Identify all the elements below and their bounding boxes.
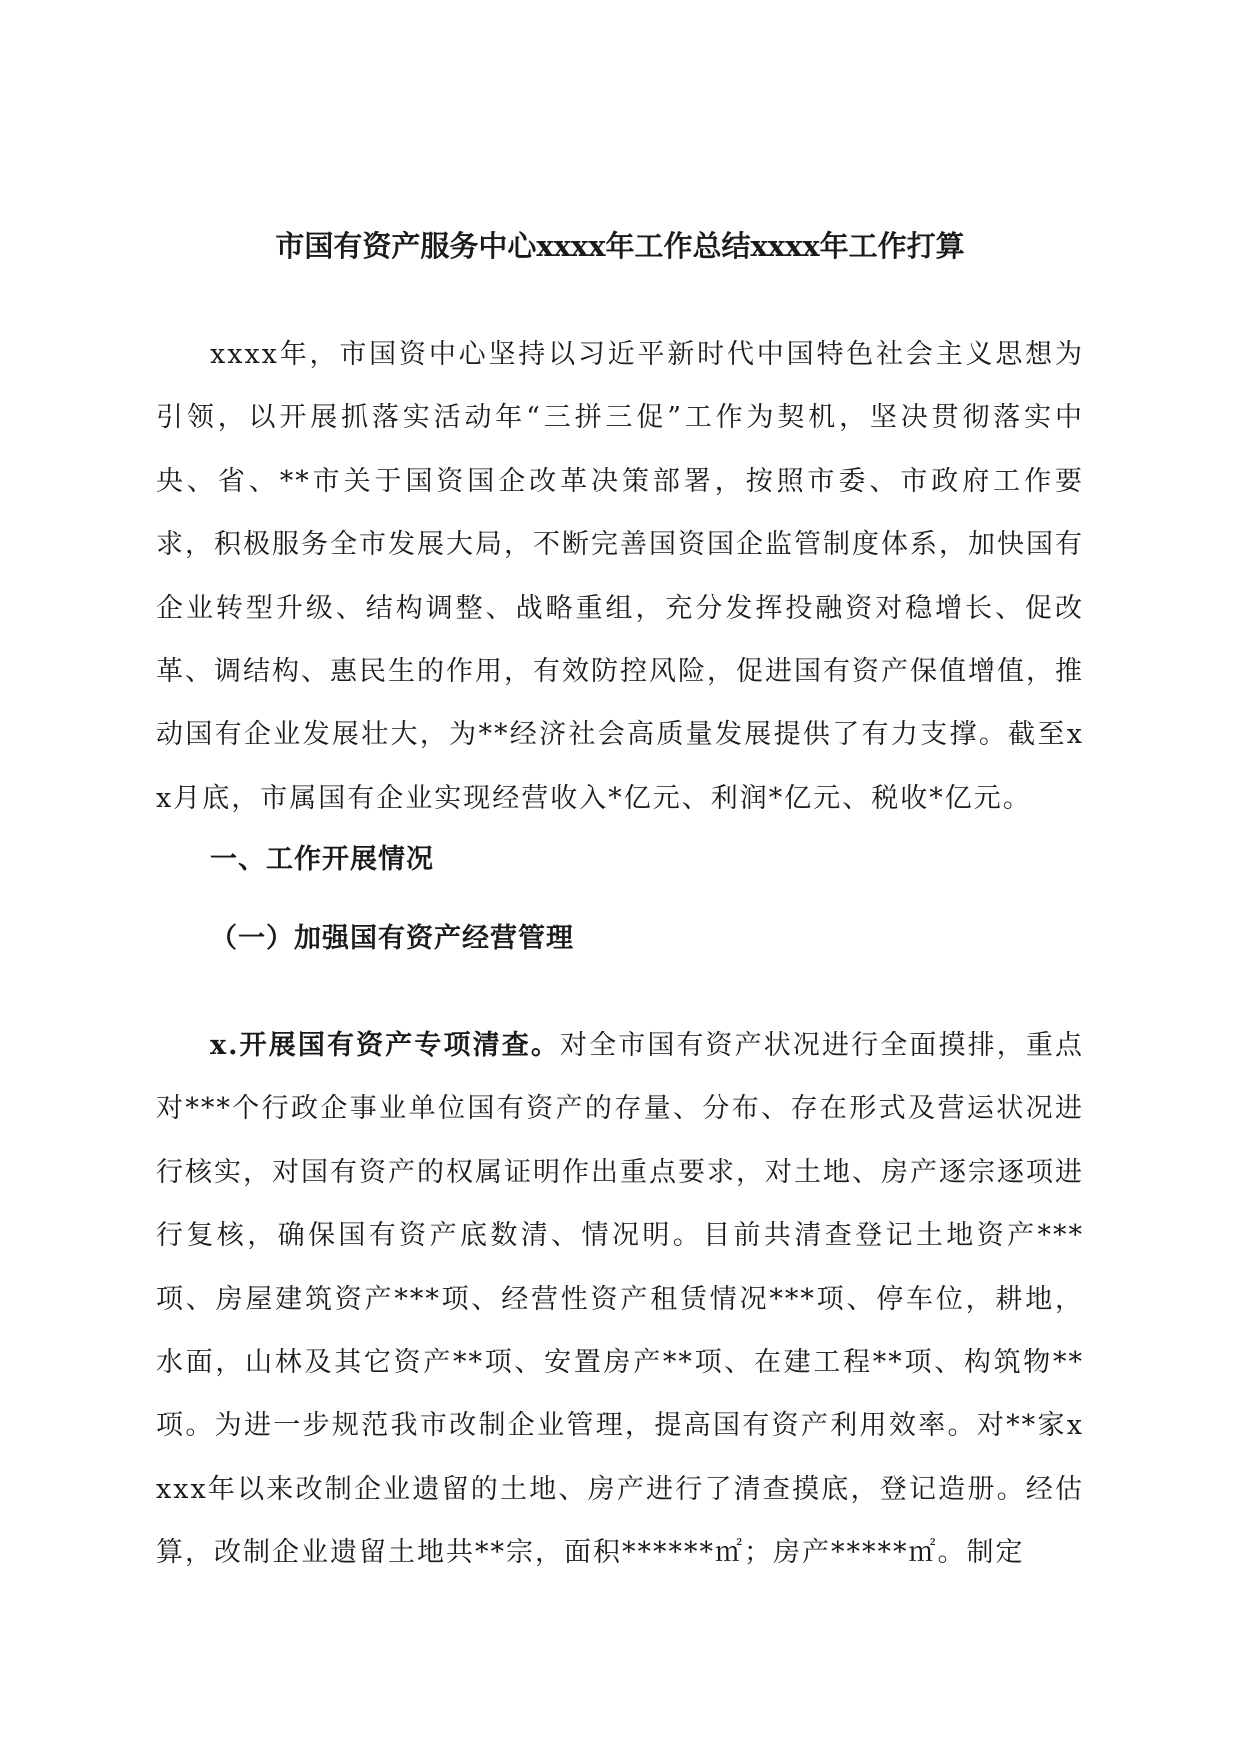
- intro-paragraph: xxxx年，市国资中心坚持以习近平新时代中国特色社会主义思想为引领，以开展抓落实活动年“三拼三促”工作为契机，坚决贯彻落实中央、省、**市关于国资国企改革决策部署，按照市委、市政府工作要求，积极服务全市发展大局，不断完善国资国企监管制度体系，加快国有企业转型升级、结构调整、战略重组，充分发挥投融资对稳增长、促改革、调结构、惠民生的作用，有效防控风险，促进国有资产保值增值，推动国有企业发展壮大，为**经济社会高质量发展提供了有力支撑。截至xx月底，市属国有企业实现经营收入*亿元、利润*亿元、税收*亿元。: [156, 339, 1084, 814]
- item-body-text: 对全市国有资产状况进行全面摸排，重点对***个行政企事业单位国有资产的存量、分布、存在形式及营运状况进行核实，对国有资产的权属证明作出重点要求，对土地、房产逐宗逐项进行复核，确保国有资产底数清、情况明。目前共清查登记土地资产***项、房屋建筑资产***项、经营性资产租赁情况***项、停车位，耕地，水面，山林及其它资产**项、安置房产**项、在建工程**项、构筑物**项。为进一步规范我市改制企业管理，提高国有资产利用效率。对**家xxxx年以来改制企业遗留的土地、房产进行了清查摸底，登记造册。经估算，改制企业遗留土地共**宗，面积******㎡；房产*****㎡。制定: [156, 1030, 1085, 1569]
- subsection-heading: （一）加强国有资产经营管理: [210, 923, 574, 954]
- document-title: 市国有资产服务中心xxxx年工作总结xxxx年工作打算: [275, 229, 965, 263]
- item-lead-text: x.开展国有资产专项清查。: [210, 1030, 560, 1061]
- item-paragraph: [156, 1014, 1084, 1585]
- section-heading: 一、工作开展情况: [210, 844, 434, 875]
